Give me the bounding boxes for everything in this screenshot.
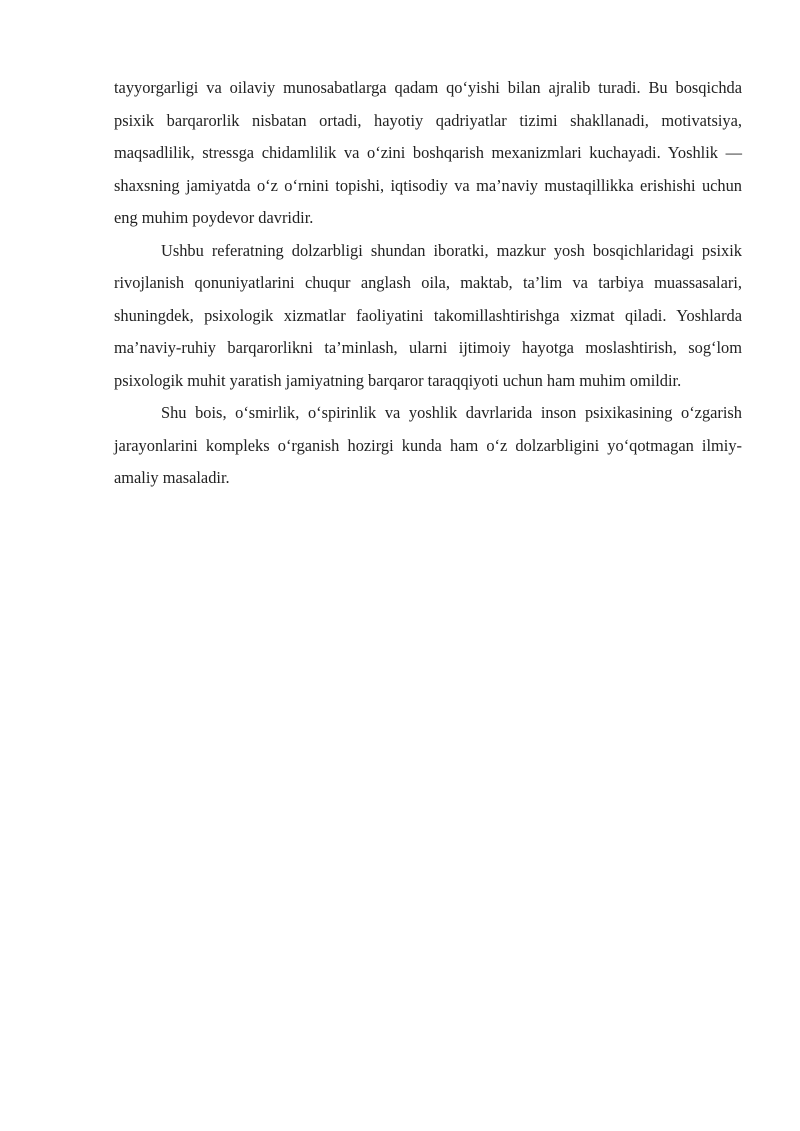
paragraph-conclusion: Shu bois, o‘smirlik, o‘spirinlik va yoshlik davrlarida inson psixikasining o‘zgarish jarayonlarini kompleks o‘rganish hozirgi kunda ham o‘z dolzarbligini yo‘qotmagan ilmiy-amaliy masaladir. xyxy=(114,403,742,487)
paragraph-continuation: tayyorgarligi va oilaviy munosabatlarga qadam qo‘yishi bilan ajralib turadi. Bu bosqichda psixik barqarorlik nisbatan ortadi, hayotiy qadriyatlar tizimi shakllanadi, motivatsiya, maqsadlilik, stressga chidamlilik va o‘zini boshqarish mexanizmlari kuchayadi. Yoshlik — shaxsning jamiyatda o‘z o‘rnini topishi, iqtisodiy va ma’naviy mustaqillikka erishishi uchun eng muhim poydevor davridir. xyxy=(114,78,742,227)
body-text xyxy=(114,72,742,495)
paragraph-relevance: Ushbu referatning dolzarbligi shundan iboratki, mazkur yosh bosqichlaridagi psixik rivojlanish qonuniyatlarini chuqur anglash oila, maktab, ta’lim va tarbiya muassasalari, shuningdek, psixologik xizmatlar faoliyatini takomillashtirishga xizmat qiladi. Yoshlarda ma’naviy-ruhiy barqarorlikni ta’minlash, ularni ijtimoiy hayotga moslashtirish, sog‘lom psixologik muhit yaratish jamiyatning barqaror taraqqiyoti uchun ham muhim omildir. xyxy=(114,240,742,390)
